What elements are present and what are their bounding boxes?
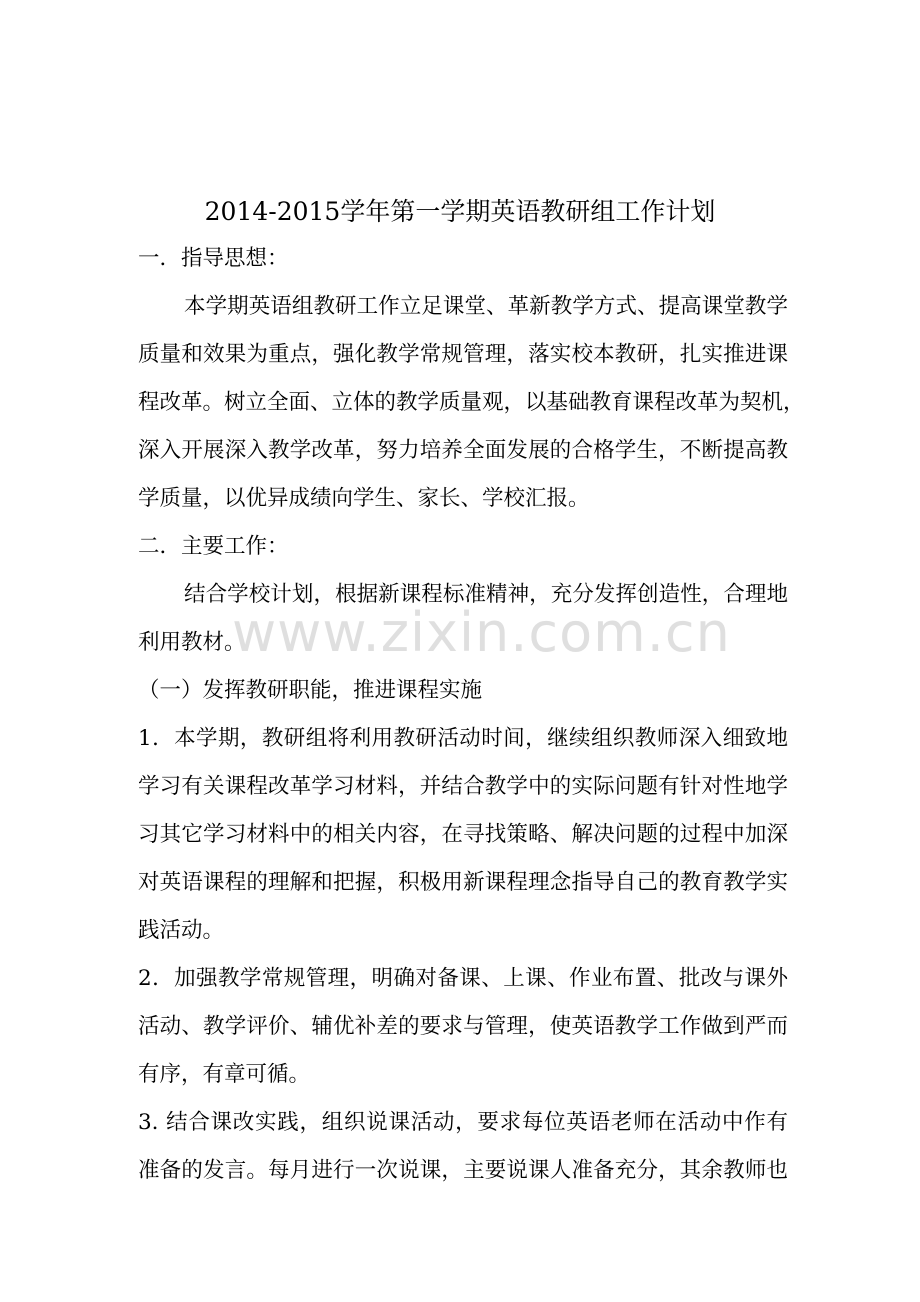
paragraph-line: 结合学校计划，根据新课程标准精神，充分发挥创造性，合理地 xyxy=(184,582,788,607)
list-item-line: 对英语课程的理解和把握，积极用新课程理念指导自己的教育教学实 xyxy=(138,870,788,895)
watermark: www.zixin.com.cn xyxy=(232,601,731,664)
paragraph-line: 利用教材。 xyxy=(138,630,246,655)
list-item-line: 3. 结合课改实践，组织说课活动，要求每位英语老师在活动中作有 xyxy=(138,1110,788,1135)
paragraph-line: 深入开展深入教学改革，努力培养全面发展的合格学生，不断提高教 xyxy=(138,438,788,463)
paragraph-line: 本学期英语组教研工作立足课堂、革新教学方式、提高课堂教学 xyxy=(184,294,788,319)
list-item-line: 学习有关课程改革学习材料，并结合教学中的实际问题有针对性地学 xyxy=(138,774,788,799)
list-item-line: 1．本学期，教研组将利用教研活动时间，继续组织教师深入细致地 xyxy=(138,726,788,751)
section-heading-main-work: 二．主要工作： xyxy=(138,534,289,559)
document-title: 2014-2015学年第一学期英语教研组工作计划 xyxy=(204,197,716,226)
section-heading-guiding-ideology: 一．指导思想： xyxy=(138,246,289,271)
list-item-line: 准备的发言。每月进行一次说课，主要说课人准备充分，其余教师也 xyxy=(138,1158,788,1183)
list-item-line: 习其它学习材料中的相关内容，在寻找策略、解决问题的过程中加深 xyxy=(138,822,788,847)
paragraph-line: 质量和效果为重点，强化教学常规管理，落实校本教研，扎实推进课 xyxy=(138,342,788,367)
paragraph-line: 程改革。树立全面、立体的教学质量观，以基础教育课程改革为契机， xyxy=(138,390,805,415)
list-item-line: 2．加强教学常规管理，明确对备课、上课、作业布置、批改与课外 xyxy=(138,966,788,991)
list-item-line: 活动、教学评价、辅优补差的要求与管理，使英语教学工作做到严而 xyxy=(138,1014,788,1039)
subsection-heading: （一）发挥教研职能，推进课程实施 xyxy=(138,678,483,703)
list-item-line: 有序，有章可循。 xyxy=(138,1062,311,1087)
paragraph-line: 学质量，以优异成绩向学生、家长、学校汇报。 xyxy=(138,486,590,511)
list-item-line: 践活动。 xyxy=(138,918,225,943)
